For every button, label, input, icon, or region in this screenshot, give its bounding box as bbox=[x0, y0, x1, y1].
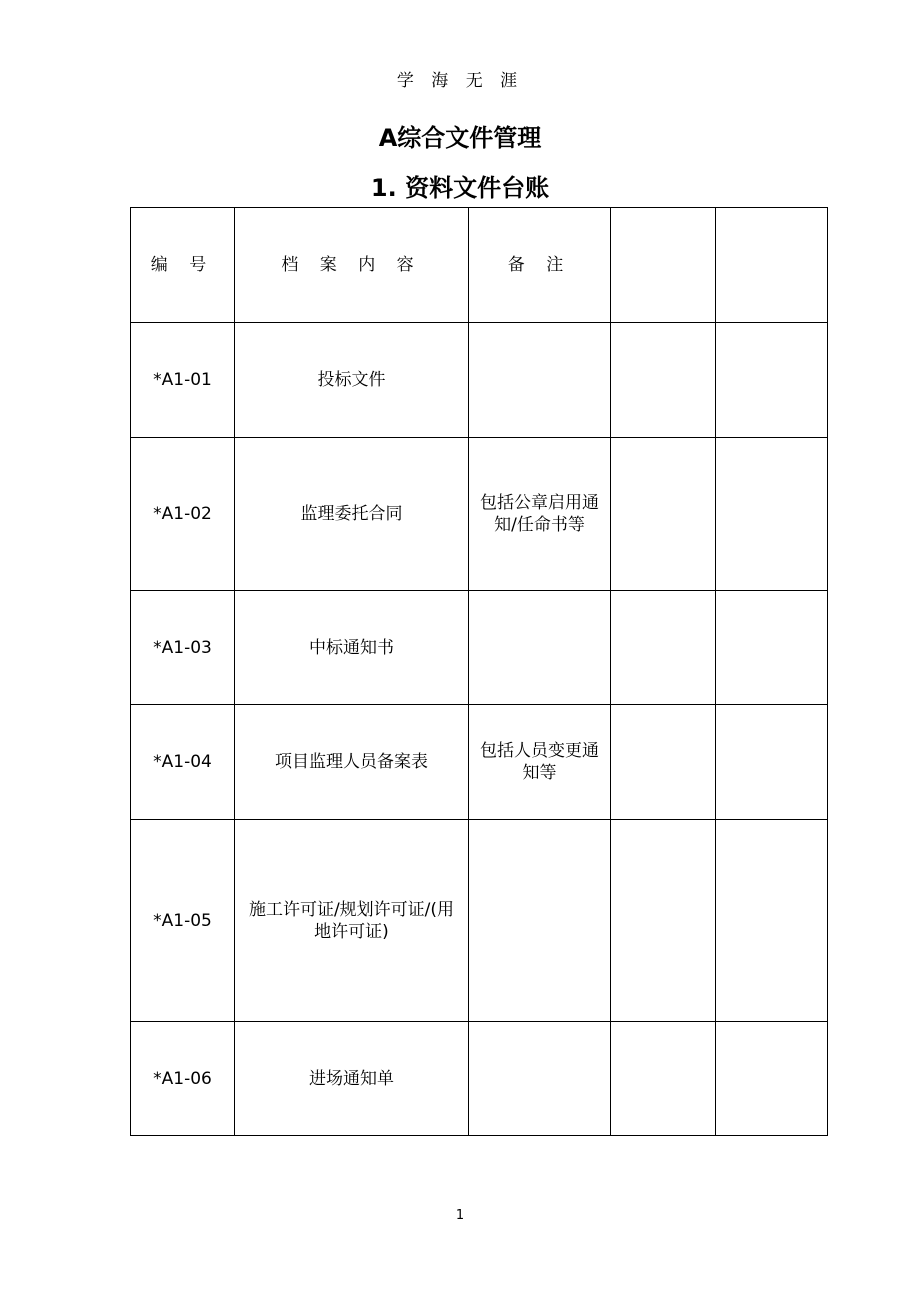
row-remark bbox=[469, 438, 611, 591]
row-extra-1 bbox=[611, 1022, 716, 1136]
row-extra-2 bbox=[716, 591, 828, 705]
page-header: 学 海 无 涯 bbox=[396, 71, 524, 91]
table-row bbox=[131, 705, 828, 820]
row-content-text: 监理委托合同 bbox=[300, 504, 403, 524]
table-row bbox=[131, 591, 828, 705]
row-content bbox=[235, 323, 469, 438]
row-remark-text: 包括人员变更通知等 bbox=[480, 741, 599, 783]
row-extra-2 bbox=[716, 705, 828, 820]
row-content bbox=[235, 591, 469, 705]
table-row bbox=[131, 323, 828, 438]
table-header-row bbox=[131, 208, 828, 323]
row-extra-2 bbox=[716, 820, 828, 1022]
row-content-text: 施工许可证/规划许可证/(用地许可证) bbox=[248, 899, 455, 942]
file-ledger-table bbox=[130, 207, 828, 1136]
row-code: *A1-02 bbox=[131, 438, 235, 591]
page-number: 1 bbox=[455, 1208, 465, 1223]
row-remark-text: 包括公章启用通知/任命书等 bbox=[480, 493, 599, 535]
row-content bbox=[235, 438, 469, 591]
row-code: *A1-05 bbox=[131, 820, 235, 1022]
row-code: *A1-03 bbox=[131, 591, 235, 705]
row-extra-1 bbox=[611, 323, 716, 438]
table-row bbox=[131, 438, 828, 591]
row-remark bbox=[469, 820, 611, 1022]
row-extra-2 bbox=[716, 438, 828, 591]
table-row bbox=[131, 820, 828, 1022]
document-title: A综合文件管理 bbox=[378, 124, 542, 152]
row-extra-2 bbox=[716, 323, 828, 438]
row-extra-1 bbox=[611, 820, 716, 1022]
row-extra-1 bbox=[611, 705, 716, 820]
row-content bbox=[235, 820, 469, 1022]
row-content-text: 进场通知单 bbox=[309, 1068, 394, 1089]
row-content bbox=[235, 705, 469, 820]
row-code: *A1-04 bbox=[131, 705, 235, 820]
header-extra-2 bbox=[716, 208, 828, 323]
row-content-text: 中标通知书 bbox=[309, 637, 394, 658]
row-code: *A1-01 bbox=[131, 323, 235, 438]
row-extra-1 bbox=[611, 438, 716, 591]
row-content bbox=[235, 1022, 469, 1136]
row-remark bbox=[469, 705, 611, 820]
row-content-text: 项目监理人员备案表 bbox=[275, 752, 428, 772]
header-code: 编 号 bbox=[131, 208, 235, 323]
header-remark: 备 注 bbox=[469, 208, 611, 323]
row-remark bbox=[469, 1022, 611, 1136]
table-row bbox=[131, 1022, 828, 1136]
row-extra-1 bbox=[611, 591, 716, 705]
header-extra-1 bbox=[611, 208, 716, 323]
row-extra-2 bbox=[716, 1022, 828, 1136]
row-remark bbox=[469, 591, 611, 705]
header-content: 档 案 内 容 bbox=[235, 208, 469, 323]
section-title: 1. 资料文件台账 bbox=[370, 174, 550, 202]
row-content-text: 投标文件 bbox=[317, 370, 386, 390]
row-remark bbox=[469, 323, 611, 438]
row-code: *A1-06 bbox=[131, 1022, 235, 1136]
